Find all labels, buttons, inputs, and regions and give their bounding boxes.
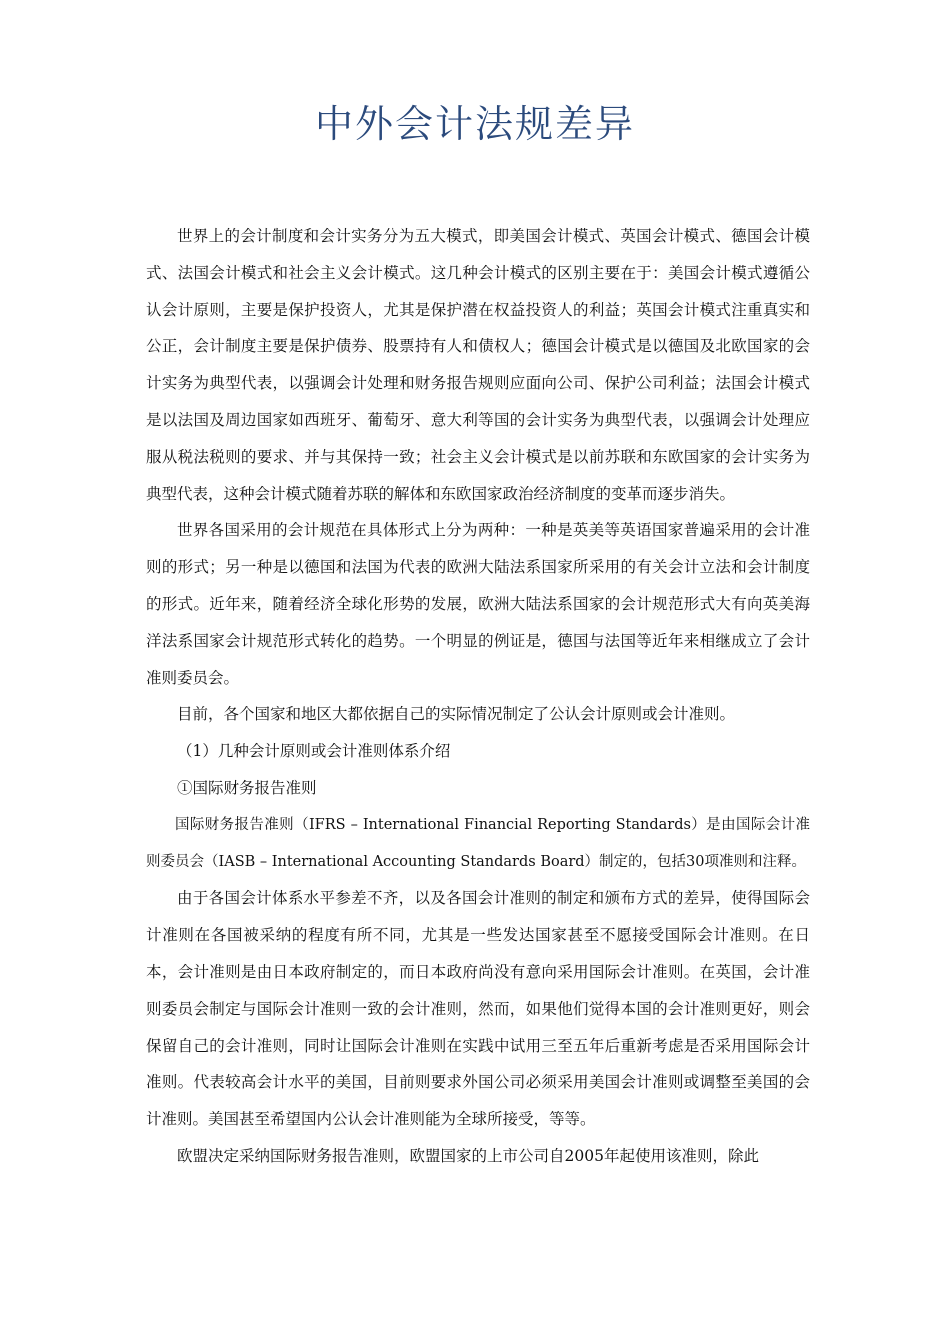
paragraph-adoption-differences: 由于各国会计体系水平参差不齐，以及各国会计准则的制定和颁布方式的差异，使得国际会计准则在各国被采纳的程度有所不同，尤其是一些发达国家甚至不愿接受国际会计准则。在日本，会计准则是由日本政府制定的，而日本政府尚没有意向采用国际会计准则。在英国，会计准则委员会制定与国际会计准则一致的会计准则，然而，如果他们觉得本国的会计准则更好，则会保留自己的会计准则，同时让国际会计准则在实践中试用三至五年后重新考虑是否采用国际会计准则。代表较高会计水平的美国，目前则要求外国公司必须采用美国会计准则或调整至美国的会计准则。美国甚至希望国内公认会计准则能为全球所接受，等等。 bbox=[146, 889, 810, 1129]
section-heading-standards-intro: （1）几种会计原则或会计准则体系介绍 bbox=[177, 742, 451, 761]
paragraph-eu-adoption: 欧盟决定采纳国际财务报告准则，欧盟国家的上市公司自2005年起使用该准则，除此 bbox=[177, 1146, 759, 1165]
document-body bbox=[146, 218, 810, 1175]
paragraph-ifrs-definition: 国际财务报告准则（IFRS – International Financial Reporting Standards）是由国际会计准则委员会（IASB – International Accounting Standards Board）制定的，包括30项准则和注释。 bbox=[146, 816, 810, 870]
paragraph-standard-forms: 世界各国采用的会计规范在具体形式上分为两种：一种是英美等英语国家普遍采用的会计准则的形式；另一种是以德国和法国为代表的欧洲大陆法系国家所采用的有关会计立法和会计制度的形式。近年来，随着经济全球化形势的发展，欧洲大陆法系国家的会计规范形式大有向英美海洋法系国家会计规范形式转化的趋势。一个明显的例证是，德国与法国等近年来相继成立了会计准则委员会。 bbox=[146, 521, 810, 687]
subsection-heading-ifrs: ①国际财务报告准则 bbox=[177, 778, 317, 797]
document-title: 中外会计法规差异 bbox=[314, 102, 635, 146]
paragraph-current-status: 目前，各个国家和地区大都依据自己的实际情况制定了公认会计原则或会计准则。 bbox=[177, 705, 736, 724]
paragraph-accounting-models: 世界上的会计制度和会计实务分为五大模式，即美国会计模式、英国会计模式、德国会计模式、法国会计模式和社会主义会计模式。这几种会计模式的区别主要在于：美国会计模式遵循公认会计原则，主要是保护投资人，尤其是保护潜在权益投资人的利益；英国会计模式注重真实和公正，会计制度主要是保护债券、股票持有人和债权人；德国会计模式是以德国及北欧国家的会计实务为典型代表，以强调会计处理和财务报告规则应面向公司、保护公司利益；法国会计模式是以法国及周边国家如西班牙、葡萄牙、意大利等国的会计实务为典型代表，以强调会计处理应服从税法税则的要求、并与其保持一致；社会主义会计模式是以前苏联和东欧国家的会计实务为典型代表，这种会计模式随着苏联的解体和东欧国家政治经济制度的变革而逐步消失。 bbox=[146, 227, 810, 503]
